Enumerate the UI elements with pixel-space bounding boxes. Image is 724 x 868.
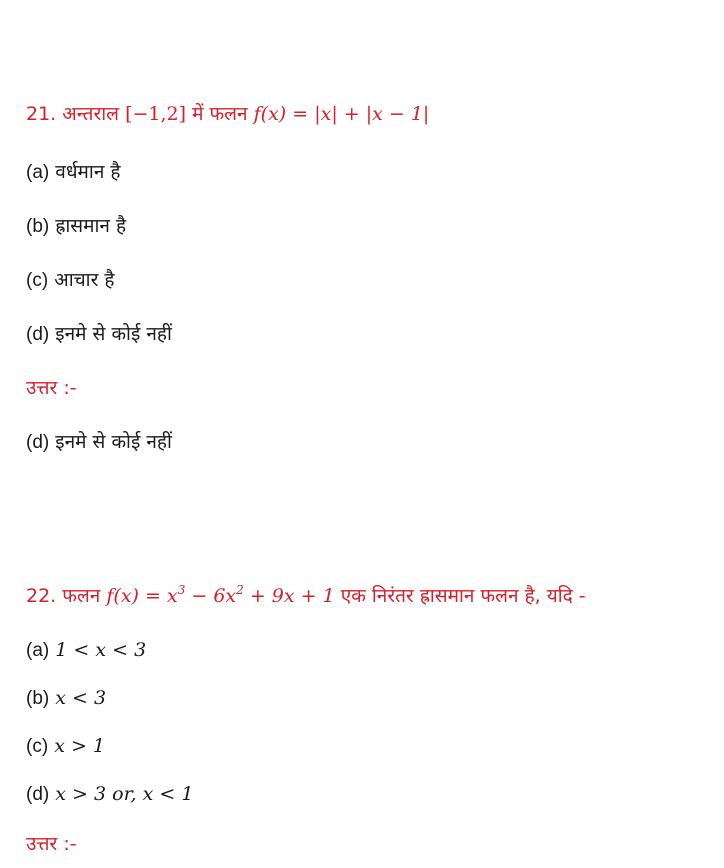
option-label: (d) <box>26 784 50 805</box>
answer-heading: उत्तर :- <box>26 833 77 855</box>
option-text: x > 1 <box>54 735 106 757</box>
option-text: आचार है <box>54 269 115 291</box>
question-number: 22. <box>26 585 57 607</box>
answer-label: (d) <box>26 432 50 453</box>
option-text: इनमे से कोई नहीं <box>55 323 172 345</box>
question-21 <box>26 100 429 128</box>
option-label: (c) <box>26 270 49 291</box>
option-d <box>26 780 193 809</box>
option-text: ह्रासमान है <box>55 215 127 237</box>
answer-text: इनमे से कोई नहीं <box>55 431 172 453</box>
option-b <box>26 684 106 713</box>
function-expression: f(x) = |x| + |x − 1| <box>253 103 430 125</box>
option-b <box>26 212 126 241</box>
option-a <box>26 636 146 665</box>
answer-21 <box>26 428 172 457</box>
option-text: x < 3 <box>55 687 107 709</box>
option-d <box>26 320 172 349</box>
option-c <box>26 266 115 295</box>
option-label: (c) <box>26 736 49 757</box>
option-c <box>26 732 105 761</box>
interval: [−1,2] <box>125 103 187 125</box>
question-text: एक निरंतर ह्रासमान फलन है, यदि - <box>340 585 586 607</box>
option-label: (a) <box>26 162 50 183</box>
answer-heading: उत्तर :- <box>26 377 77 399</box>
question-number: 21. <box>26 103 57 125</box>
function-expression: $f(x) = x^3 - 6x^2 + 9x + 1$ <box>106 582 335 607</box>
option-label: (d) <box>26 324 50 345</box>
question-22 <box>26 582 586 610</box>
option-label: (b) <box>26 216 50 237</box>
question-text: फलन <box>62 585 101 607</box>
option-label: (b) <box>26 688 50 709</box>
option-a <box>26 158 121 187</box>
question-text: में फलन <box>192 103 248 125</box>
option-label: (a) <box>26 640 50 661</box>
option-text: x > 3 or, x < 1 <box>55 783 194 805</box>
option-text: 1 < x < 3 <box>55 639 147 661</box>
option-text: वर्धमान है <box>55 161 121 183</box>
question-text: अन्तराल <box>62 103 120 125</box>
